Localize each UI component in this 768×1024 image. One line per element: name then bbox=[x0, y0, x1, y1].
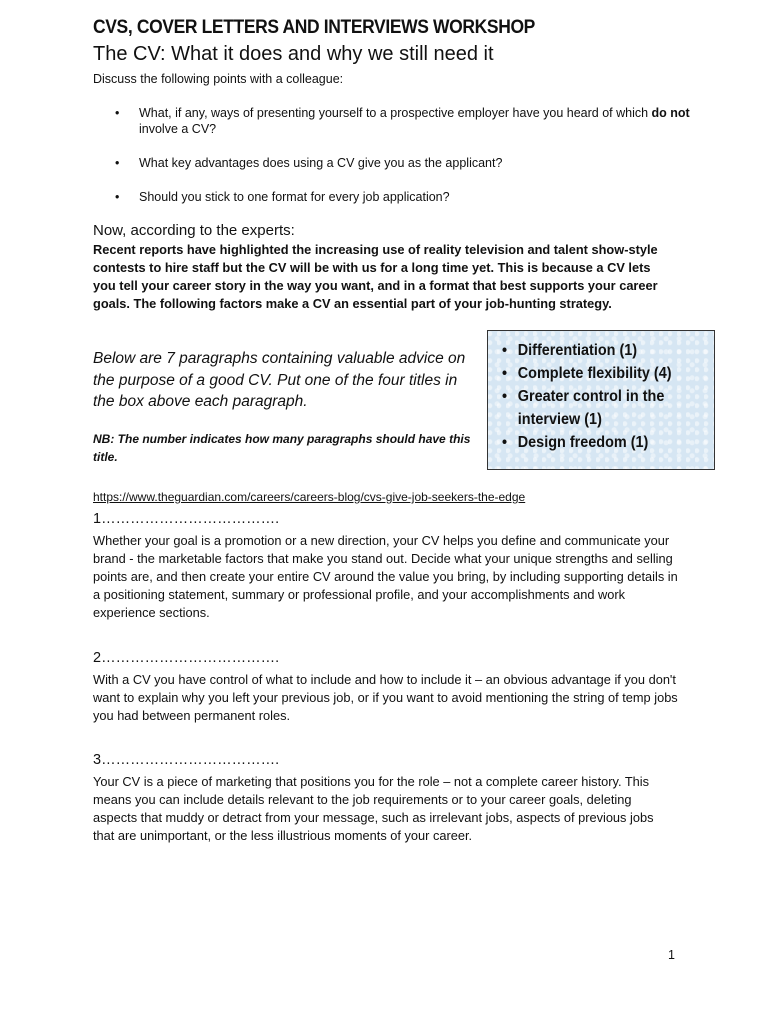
title-option bbox=[488, 339, 713, 362]
question-item bbox=[93, 155, 693, 189]
title-option-label: Complete flexibility (4) bbox=[517, 365, 672, 382]
titles-list bbox=[488, 331, 698, 454]
question-item bbox=[93, 189, 693, 209]
intro-text: Discuss the following points with a colleague: bbox=[93, 72, 344, 86]
bullet-icon: • bbox=[115, 156, 120, 170]
title-option bbox=[488, 385, 713, 431]
question-text: Should you stick to one format for every job application? bbox=[139, 190, 450, 204]
paragraph-number-blank[interactable]: 3………………………………. bbox=[93, 752, 280, 768]
paragraph-text: With a CV you have control of what to include and how to include it – an obvious advantage if you don't want to explain why you left your previous job, or if you want to avoid mentioning the string of temp jobs you had between permanent roles. bbox=[93, 672, 678, 723]
question-text: What, if any, ways of presenting yourself to a prospective employer have you heard of which bbox=[139, 106, 652, 120]
discussion-questions bbox=[93, 105, 693, 209]
document-subtitle: The CV: What it does and why we still need it bbox=[93, 43, 494, 65]
paragraph-text: Whether your goal is a promotion or a new direction, your CV helps you define and communicate your brand - the marketable factors that make you stand out. Decide what your unique strengths and selling points are, and then create your entire CV around the value you bring, by including supporting details in a positioning statement, summary or professional profile, and your accomplishments and work experience sections. bbox=[93, 533, 678, 620]
paragraph-text: Your CV is a piece of marketing that positions you for the role – not a complete career history. This means you can include details relevant to the job requirements or to your career goals, deleting aspects that muddy or detract from your message, such as irrelevant jobs, aspects of previous jobs that are unimportant, or the less illustrious moments of your career. bbox=[93, 774, 654, 843]
bullet-icon: • bbox=[115, 106, 120, 120]
bullet-icon: • bbox=[501, 342, 508, 359]
paragraph-number-blank[interactable]: 1………………………………. bbox=[93, 511, 280, 527]
title-option-label: Design freedom (1) bbox=[517, 434, 649, 451]
experts-body: Recent reports have highlighted the increasing use of reality television and talent show-style contests to hire staff but the CV will be with us for a long time yet. This is because a CV lets you tell your career story in the way you want, and in a format that best supports your career goals. The following factors make a CV an essential part of your job-hunting strategy. bbox=[93, 242, 658, 311]
question-text: involve a CV? bbox=[139, 122, 217, 136]
page-number: 1 bbox=[668, 948, 675, 962]
experts-heading: Now, according to the experts: bbox=[93, 222, 295, 239]
bullet-icon: • bbox=[501, 434, 508, 451]
question-item bbox=[93, 105, 693, 155]
source-link[interactable]: https://www.theguardian.com/careers/careers-blog/cvs-give-job-seekers-the-edge bbox=[93, 490, 526, 504]
title-option bbox=[488, 362, 713, 385]
question-emphasis: do not bbox=[651, 106, 690, 120]
document-title: CVS, COVER LETTERS AND INTERVIEWS WORKSHOP bbox=[93, 17, 535, 38]
bullet-icon: • bbox=[501, 388, 508, 405]
bullet-icon: • bbox=[501, 365, 508, 382]
instructions-text: Below are 7 paragraphs containing valuable advice on the purpose of a good CV. Put one of the four titles in the box above each paragraph. bbox=[93, 350, 466, 410]
title-option-label: Greater control in the interview (1) bbox=[517, 388, 665, 428]
paragraph-number-blank[interactable]: 2………………………………. bbox=[93, 650, 280, 666]
question-text: What key advantages does using a CV give you as the applicant? bbox=[139, 156, 503, 170]
title-option-label: Differentiation (1) bbox=[517, 342, 638, 359]
titles-box bbox=[487, 330, 715, 470]
nb-note: NB: The number indicates how many paragraphs should have this title. bbox=[93, 432, 471, 464]
title-option bbox=[488, 431, 713, 454]
bullet-icon: • bbox=[115, 190, 120, 204]
